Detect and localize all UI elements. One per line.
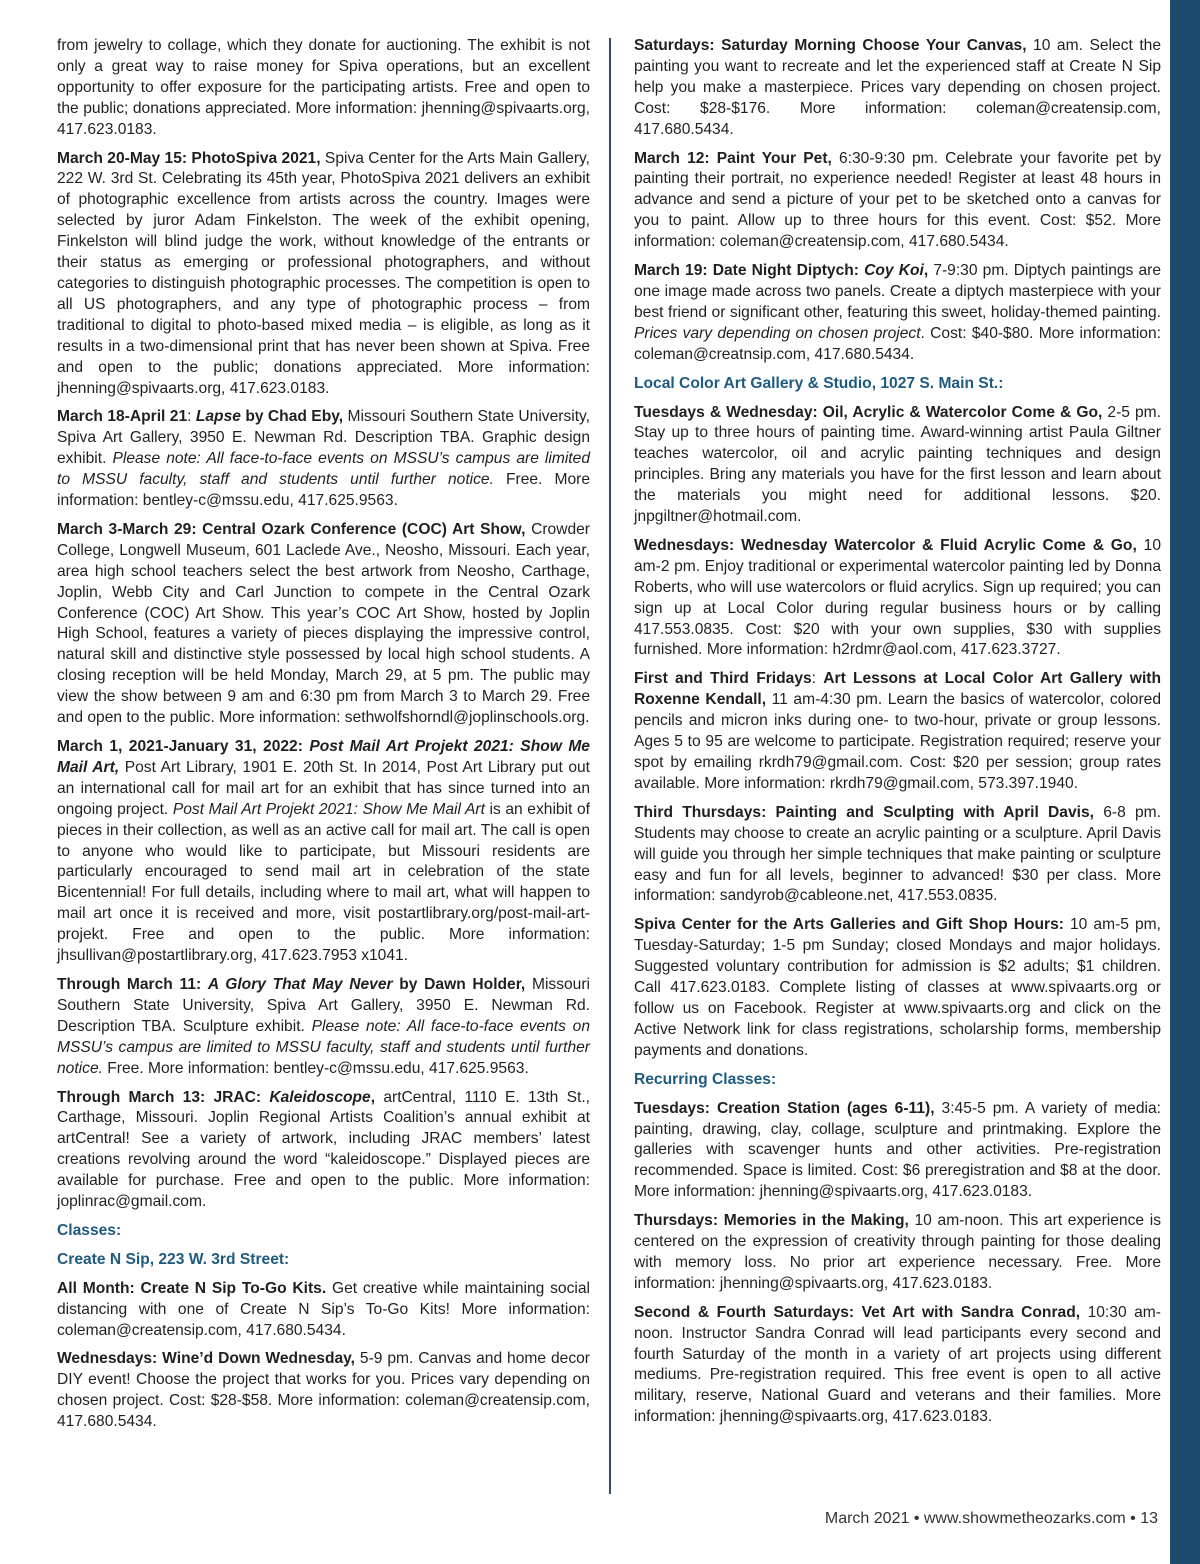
right-column [634,36,1161,1436]
listing-title-text: March 1, 2021-January 31, 2022: [57,738,310,755]
listing-title-text: Thursdays: Memories in the Making, [634,1212,909,1230]
listing-title-text: All Month: Create N Sip To-Go Kits. [57,1279,327,1297]
event-listing [634,149,1161,254]
listing-title-text: Through March 13: JRAC: [57,1088,270,1106]
section-heading: Recurring Classes: [634,1070,777,1088]
event-listing [634,915,1161,1061]
listing-body-text: . Cost: $40-$80. More information: coleman@creatnsip.com, 417.680.5434. [634,324,1161,363]
event-listing [634,36,1161,141]
listing-title-text: , [370,1088,376,1106]
event-listing [57,36,590,141]
listing-title-text: Tuesdays & Wednesday: Oil, Acrylic & Watercolor Come & Go, [634,403,1103,421]
listing-body-text: Free. More information: bentley-c@mssu.edu, 417.625.9563. [102,1059,529,1077]
listing-body-text: is an exhibit of pieces in their collection, as well as an active call for mail art. The call is open to anyone who would like to participate, but Missouri residents are particularly encouraged to send mail art in celebration of the state Bicentennial! For full details, including where to mail art, what will happen to mail art once it is received and more, visit postartlibrary.org/post-mail-art-projekt. Free and open to the public. More information: jhsullivan@postartlibrary.org, 417.623.7953 x1041. [57,800,590,965]
listing-title-text: March 20-May 15: PhotoSpiva 2021, [57,149,321,167]
listing-title-text: Post Mail Art Projekt 2021: Show Me Mail Art, [57,738,590,776]
page-edge-bar [1170,0,1200,1564]
listing-body-text: 2-5 pm. Stay up to three hours of painting time. Award-winning artist Paula Giltner teaches watercolor, oil and acrylic painting techniques and design principles. Bring any materials you have for the first lesson and learn about the materials you might need for additional lessons. $20. jnpgiltner@hotmail.com. [634,403,1161,526]
event-listing [634,536,1161,661]
listing-title-text: Through March 11: [57,975,208,993]
listing-body-text: from jewelry to collage, which they donate for auctioning. The exhibit is not only a great way to raise money for Spiva operations, but an excellent opportunity to offer exposure for the participating artists. Free and open to the public; donations appreciated. More information: jhenning@spivaarts.org, 417.623.0183. [57,37,590,138]
event-listing [57,407,590,512]
listing-title-text: Spiva Center for the Arts Galleries and Gift Shop Hours: [634,916,1064,934]
event-listing [57,1088,590,1213]
event-listing [57,1349,590,1433]
listing-title-text: Wednesdays: Wednesday Watercolor & Fluid Acrylic Come & Go, [634,536,1137,554]
listing-body-text: Get creative while maintaining social distancing with one of Create N Sip’s To-Go Kits! More information: coleman@creatensip.com, 417.680.5434. [57,1279,590,1339]
listing-title-text: Coy Koi [864,262,924,280]
listing-title-text: March 3-March 29: Central Ozark Conference (COC) Art Show, [57,520,526,538]
listing-body-text: Please note: All face-to-face events on MSSU’s campus are limited to MSSU faculty, staff and students until further notice. [57,450,590,489]
section-heading: Local Color Art Gallery & Studio, 1027 S. Main St.: [634,374,1004,392]
event-listing [634,1211,1161,1295]
listing-title-text: Tuesdays: Creation Station (ages 6-11), [634,1099,935,1117]
listing-title-text: March 18-April 21 [57,408,188,426]
listing-body-text: 10 am-noon. This art experience is centered on the expression of creativity through painting for those dealing with memory loss. No prior art experience necessary. Free. More information: jhenning@spivaarts.org, 417.623.0183. [634,1212,1162,1292]
listing-body-text: 10 am. Select the painting you want to recreate and let the experienced staff at Create N Sip help you make a masterpiece. Prices vary depending on chosen project. Cost: $28-$176. More information: coleman@creatensip.com, 417.680.5434. [634,37,1161,138]
listing-title-text: by Chad Eby, [240,408,344,426]
listing-body-text: 10 am-2 pm. Enjoy traditional or experimental watercolor painting led by Donna Roberts, who will use watercolors or fluid acrylics. Sign up required; you can sign up at Local Color during regular business hours or by calling 417.553.0835. Cost: $20 with your own supplies, $30 with supplies furnished. More information: h2rdmr@aol.com, 417.623.3727. [634,536,1161,659]
listing-body-text: 7-9:30 pm. Diptych paintings are one image made across two panels. Create a diptych masterpiece with your best friend or significant other, featuring this sweet, holiday-themed painting. [634,262,1161,321]
listing-body-text: 10:30 am-noon. Instructor Sandra Conrad will lead participants every second and fourth Saturday of the month in a variety of art projects using different mediums. Pre-registration required. This free event is open to all active military, reserve, National Guard and veterans and their families. More information: jhenning@spivaarts.org, 417.623.0183. [634,1303,1161,1426]
listing-body-text: Spiva Center for the Arts Main Gallery, 222 W. 3rd St. Celebrating its 45th year, PhotoSpiva 2021 delivers an exhibit of photographic excellence from artists across the country. Images were selected by juror Adam Finkelston. The week of the exhibit opening, Finkelston will blind judge the work, without knowledge of the entrants or their status as emerging or professional photographers, and without categories to distinguish photographic processes. The competition is open to all US photographers, and any type of photographic process – from traditional to digital to photo-based mixed media – is eligible, as long as it results in a two-dimensional print that has never been shown at Spiva. Free and open to the public; donations appreciated. More information: jhenning@spivaarts.org, 417.623.0183. [57,149,590,397]
event-listing [634,1303,1161,1428]
listing-title-text: Third Thursdays: Painting and Sculpting with April Davis, [634,803,1094,821]
event-listing [634,669,1161,794]
listing-title-text: Second & Fourth Saturdays: Vet Art with Sandra Conrad, [634,1303,1081,1321]
event-listing [57,1279,590,1342]
listing-body-text: Post Art Library, 1901 E. 20th St. In 2014, Post Art Library put out an international call for mail art for an exhibit that has since turned into an ongoing project. [57,758,591,818]
event-listing [57,149,590,400]
listing-body-text: Missouri Southern State University, Spiva Art Gallery, 3950 E. Newman Rd. Description TBA. Sculpture exhibit. [57,975,591,1035]
listing-title-text: Wednesdays: Wine’d Down Wednesday, [57,1350,355,1368]
left-column [57,36,590,1441]
listing-body-text: : [187,408,196,426]
section-heading: Classes: [57,1221,122,1239]
listing-body-text: 3:45-5 pm. A variety of media: painting, drawing, clay, collage, sculpture and printmaking. Explore the galleries with scavenger hunts and other activities. Pre-registration recommended. Space is limited. Cost: $6 preregistration and $8 at the door. More information: jhenning@spivaarts.org, 417.623.0183. [634,1099,1161,1201]
listing-title-text: First and Third Fridays [634,670,812,688]
column-divider [609,38,611,1494]
listing-title-text: by Dawn Holder, [392,975,526,993]
page-footer: March 2021 • www.showmetheozarks.com • 13 [824,1510,1158,1527]
listing-title-text: , [923,262,929,280]
listing-body-text: : [811,670,824,688]
listing-body-text: Prices vary depending on chosen project [634,324,921,342]
event-listing [57,737,590,967]
listing-body-text: Post Mail Art Projekt 2021: Show Me Mail Art [172,800,485,818]
event-listing [634,261,1161,366]
section-heading: Create N Sip, 223 W. 3rd Street: [57,1250,290,1268]
listing-body-text: 6-8 pm. Students may choose to create an acrylic painting or a sculpture. April Davis will guide you through her simple techniques that make painting or sculpture easy and fun for all levels, beginner to advanced! $30 per class. More information: sandyrob@cableone.net, 417.553.0835. [634,803,1161,905]
event-listing [57,975,590,1080]
listing-title-text: March 12: Paint Your Pet, [634,149,832,167]
event-listing [57,520,590,729]
listing-title-text: A Glory That May Never [207,975,393,993]
listing-body-text: Crowder College, Longwell Museum, 601 Laclede Ave., Neosho, Missouri. Each year, area high school teachers select the best artwork from Neosho, Carthage, Joplin, Webb City and Carl Junction to compete in the Central Ozark Conference (COC) Art Show. This year’s COC Art Show, hosted by Joplin High School, features a variety of pieces displaying the impressive control, natural skill and distinctive style possessed by local high school students. A closing reception will be held Monday, March 29, at 5 pm. The public may view the show between 9 am and 6:30 pm from March 3 to March 29. Free and open to the public. More information: sethwolfshorndl@joplinschools.org. [57,520,590,727]
listing-title-text: Lapse [195,408,241,426]
listing-title-text: Kaleidoscope [269,1088,371,1106]
listing-body-text: 10 am-5 pm, Tuesday-Saturday; 1-5 pm Sunday; closed Mondays and major holidays. Suggested voluntary contribution for admission is $2 adults; $1 children. Call 417.623.0183. Complete listing of classes at www.spivaarts.org or follow us on Facebook. Register at www.spivaarts.org and click on the Active Network link for class registrations, scholarship forms, membership payments and donations. [634,916,1161,1059]
listing-body-text: Missouri Southern State University, Spiva Art Gallery, 3950 E. Newman Rd. Description TBA. Graphic design exhibit. [57,408,591,468]
event-listing [634,403,1161,528]
listing-body-text: artCentral, 1110 E. 13th St., Carthage, Missouri. Joplin Regional Artists Coalition’s annual exhibit at artCentral! See a variety of artwork, including JRAC members’ latest creations revolving around the word “kaleidoscope.” Displayed pieces are available for purchase. Free and open to the public. More information: joplinrac@gmail.com. [57,1088,590,1211]
listing-title-text: Art Lessons at Local Color Art Gallery with Roxenne Kendall, [634,670,1161,709]
listing-body-text: 5-9 pm. Canvas and home decor DIY event! Choose the project that works for you. Prices vary depending on chosen project. Cost: $28-$58. More information: coleman@creatensip.com, 417.680.5434. [57,1350,590,1431]
event-listing [634,1099,1161,1204]
listing-body-text: Please note: All face-to-face events on MSSU’s campus are limited to MSSU faculty, staff and students until further notice. [57,1017,590,1077]
listing-body-text: 11 am-4:30 pm. Learn the basics of watercolor, colored pencils and micron inks during one- to two-hour, private or group lessons. Ages 5 to 95 are welcome to participate. Registration required; reserve your spot by emailing rkrdh79@gmail.com. Cost: $20 per session; group rates available. More information: rkrdh79@gmail.com, 573.397.1940. [634,691,1161,792]
listing-body-text: 6:30-9:30 pm. Celebrate your favorite pet by painting their portrait, no experience needed! Register at least 48 hours in advance and send a picture of your pet to be sketched onto a canvas for you to paint. Allow up to three hours for this event. Cost: $52. More information: coleman@creatensip.com, 417.680.5434. [634,149,1161,251]
event-listing [634,803,1161,908]
listing-title-text: Saturdays: Saturday Morning Choose Your Canvas, [634,37,1027,54]
listing-title-text: March 19: Date Night Diptych: [634,262,865,280]
listing-body-text: Free. More information: bentley-c@mssu.edu, 417.625.9563. [57,471,591,510]
